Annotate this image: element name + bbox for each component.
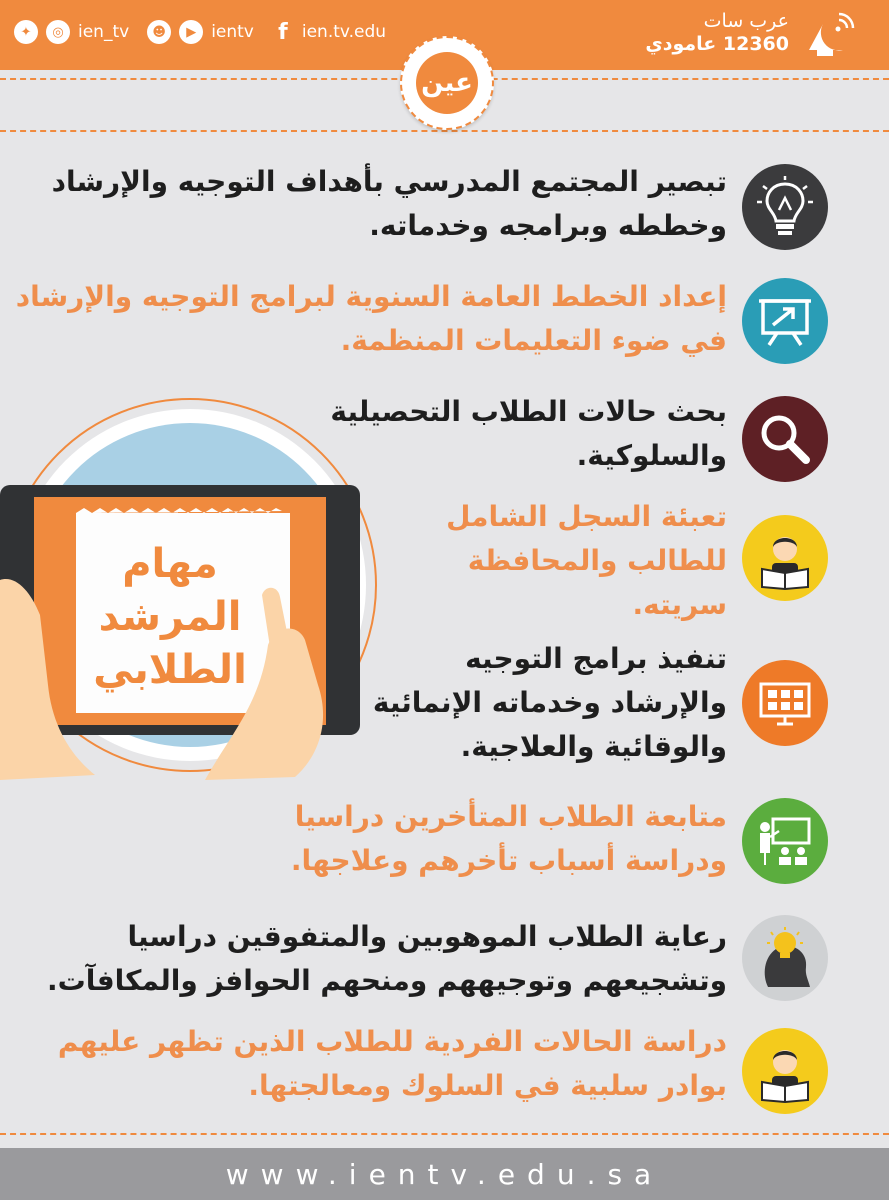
task-item-5 (373, 637, 727, 769)
task-line: متابعة الطلاب المتأخرين دراسيا (294, 800, 727, 833)
lightbulb-icon (742, 164, 828, 250)
website-link[interactable]: www.ientv.edu.sa (225, 1157, 664, 1191)
youtube-icon[interactable]: ▶ (179, 20, 203, 44)
board-title-line-2: المرشد (98, 594, 242, 640)
monitor-grid-icon (742, 660, 828, 746)
student-reading-icon (742, 1028, 828, 1114)
task-item-2 (16, 275, 727, 363)
social-links (14, 20, 396, 44)
task-line: والإرشاد وخدماته الإنمائية (372, 686, 727, 719)
task-line: والوقائية والعلاجية. (460, 730, 727, 763)
logo (400, 36, 494, 130)
task-line: وتشجيعهم وتوجيههم ومنحهم الحوافز والمكافآت. (47, 964, 727, 997)
student-reading-icon (742, 515, 828, 601)
presentation-icon (742, 278, 828, 364)
facebook-handle[interactable]: ien.tv.edu (301, 22, 387, 42)
task-line: ودراسة أسباب تأخرهم وعلاجها. (290, 844, 727, 877)
board-title-line-1: مهام (122, 541, 218, 587)
satellite-dish-icon (801, 10, 861, 60)
task-line: في ضوء التعليمات المنظمة. (340, 324, 727, 357)
task-line: وخططه وبرامجه وخدماته. (369, 209, 727, 242)
task-line: بحث حالات الطلاب التحصيلية (330, 395, 727, 428)
logo-mark: عين (416, 52, 478, 114)
task-line: سريته. (632, 588, 727, 621)
idea-head-icon (742, 915, 828, 1001)
task-line: تنفيذ برامج التوجيه (465, 642, 727, 675)
task-item-4 (446, 495, 727, 627)
task-line: بوادر سلبية في السلوك ومعالجتها. (248, 1069, 727, 1102)
footer-bar (0, 1148, 889, 1200)
task-line: للطالب والمحافظة (467, 544, 727, 577)
task-line: والسلوكية. (576, 439, 727, 472)
youtube-handle[interactable]: ientv (211, 22, 254, 42)
board-title-line-3: الطلابي (93, 647, 247, 693)
task-line: تبصير المجتمع المدرسي بأهداف التوجيه والإرشاد (51, 165, 727, 198)
satellite-info (645, 10, 789, 56)
task-item-6 (291, 795, 727, 883)
satellite-name: عرب سات (703, 10, 789, 32)
classroom-icon (742, 798, 828, 884)
task-line: إعداد الخطط العامة السنوية لبرامج التوجيه والإرشاد (15, 280, 727, 313)
satellite-frequency: 12360 (722, 33, 789, 55)
divider-dashed (0, 1133, 889, 1135)
task-item-3 (330, 390, 727, 478)
instagram-icon[interactable]: ◎ (46, 20, 70, 44)
task-line: تعبئة السجل الشامل (446, 500, 727, 533)
satellite-frequency-line (645, 32, 789, 56)
satellite-polarization: عامودي (645, 33, 717, 55)
twitter-icon[interactable]: ✦ (14, 20, 38, 44)
magnifier-icon (742, 396, 828, 482)
task-line: دراسة الحالات الفردية للطلاب الذين تظهر عليهم (57, 1025, 727, 1058)
task-item-1 (52, 160, 727, 248)
task-item-8 (58, 1020, 727, 1108)
snapchat-icon[interactable]: ☻ (147, 20, 171, 44)
instagram-handle[interactable]: ien_tv (78, 22, 130, 42)
task-item-7 (47, 915, 727, 1003)
task-line: رعاية الطلاب الموهوبين والمتفوقين دراسيا (127, 920, 727, 953)
facebook-icon[interactable]: f (278, 19, 288, 45)
divider-dashed (0, 130, 889, 132)
